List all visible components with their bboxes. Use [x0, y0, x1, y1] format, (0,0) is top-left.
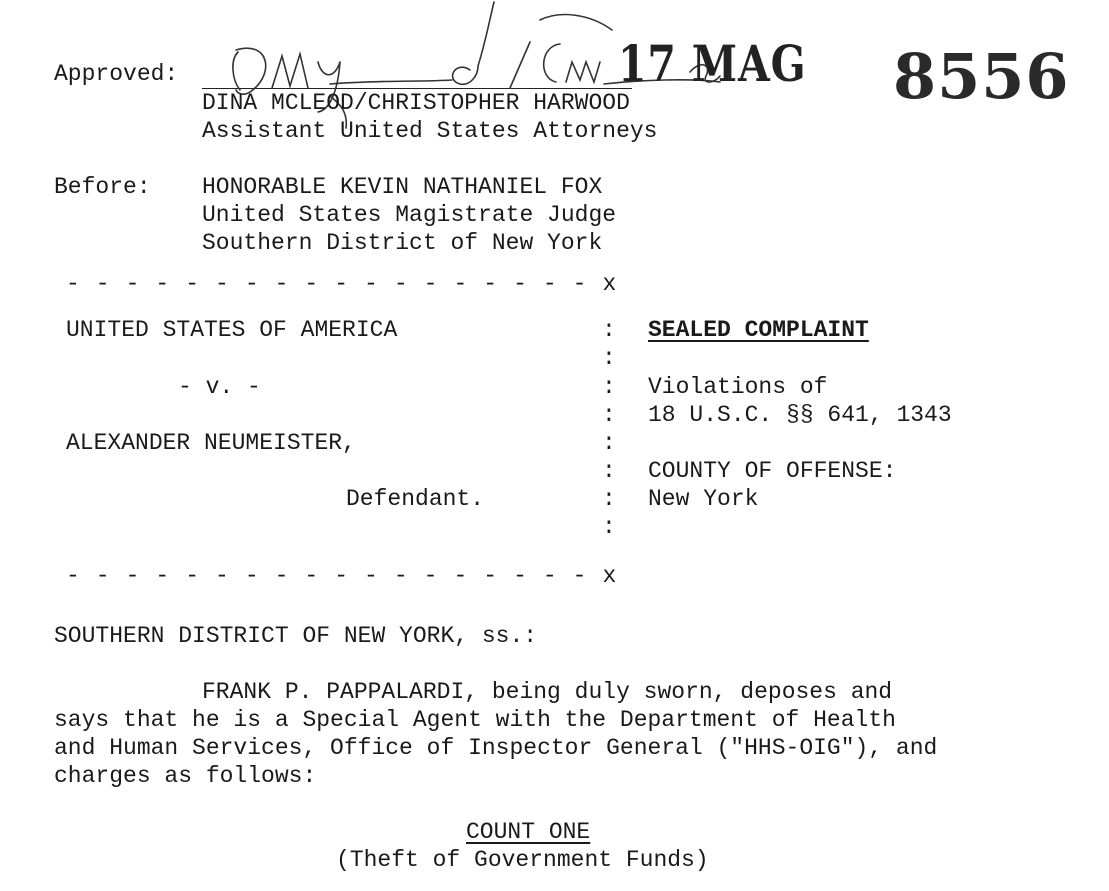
paragraph-line-4: charges as follows:: [54, 763, 317, 789]
before-label: Before:: [54, 174, 151, 200]
caption-colon: :: [602, 345, 616, 371]
caption-colon: :: [602, 374, 616, 400]
caption-colon: :: [602, 317, 616, 343]
paragraph-line-1: FRANK P. PAPPALARDI, being duly sworn, deposes and: [202, 679, 893, 705]
judge-title: United States Magistrate Judge: [202, 202, 617, 228]
count-heading: COUNT ONE: [466, 819, 591, 845]
county-value: New York: [648, 486, 759, 512]
paragraph-line-3: and Human Services, Office of Inspector General ("HHS-OIG"), and: [54, 735, 938, 761]
caption-divider-bottom: - - - - - - - - - - - - - - - - - - x: [66, 563, 618, 589]
approvers-title: Assistant United States Attorneys: [202, 118, 658, 144]
judge-district: Southern District of New York: [202, 230, 603, 256]
venue-line: SOUTHERN DISTRICT OF NEW YORK, ss.:: [54, 623, 538, 649]
caption-colon: :: [602, 430, 616, 456]
defendant-name: ALEXANDER NEUMEISTER,: [66, 430, 356, 456]
caption-divider-top: - - - - - - - - - - - - - - - - - - x: [66, 271, 618, 297]
versus-text: - v. -: [178, 374, 261, 400]
caption-colon: :: [602, 514, 616, 540]
caption-colon: :: [602, 402, 616, 428]
plaintiff-name: UNITED STATES OF AMERICA: [66, 317, 398, 343]
docket-stamp-number: 8556: [893, 40, 1070, 113]
defendant-label: Defendant.: [346, 486, 485, 512]
caption-colon: :: [602, 486, 616, 512]
docket-stamp-mag: 17 MAG: [618, 34, 807, 93]
approved-label: Approved:: [54, 61, 179, 87]
count-subheading: (Theft of Government Funds): [336, 847, 709, 873]
violations-line-1: Violations of: [648, 374, 828, 400]
county-label: COUNTY OF OFFENSE:: [648, 458, 897, 484]
approvers-names: DINA MCLEOD/CHRISTOPHER HARWOOD: [202, 90, 630, 116]
paragraph-line-2: says that he is a Special Agent with the Department of Health: [54, 707, 896, 733]
violations-line-2: 18 U.S.C. §§ 641, 1343: [648, 402, 952, 428]
document-type: SEALED COMPLAINT: [648, 317, 869, 343]
caption-colon: :: [602, 458, 616, 484]
judge-name: HONORABLE KEVIN NATHANIEL FOX: [202, 174, 603, 200]
